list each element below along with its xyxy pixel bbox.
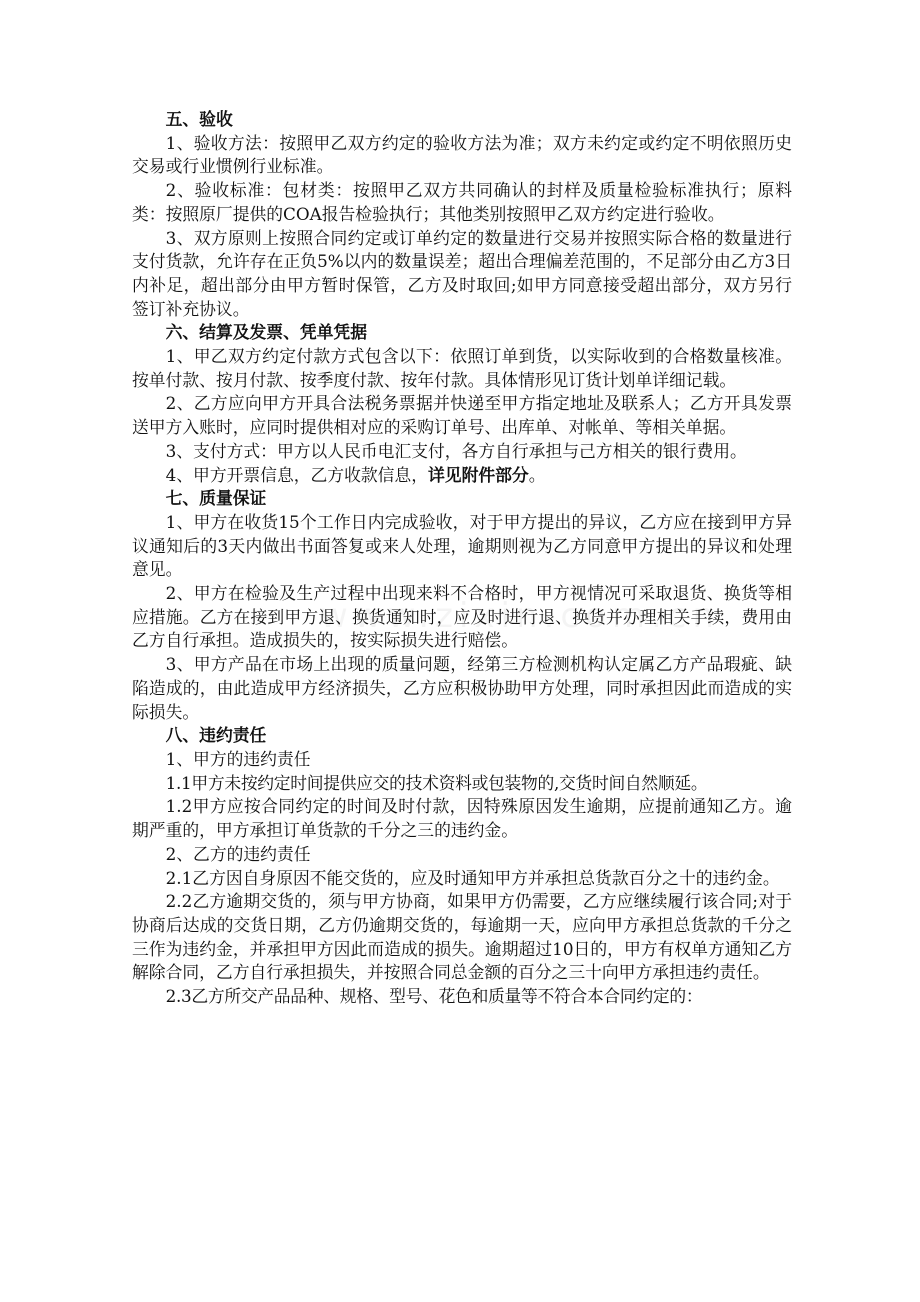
paragraph: 2、乙方应向甲方开具合法税务票据并快递至甲方指定地址及联系人；乙方开具发票送甲方入账时，应同时提供相对应的采购订单号、出库单、对帐单、等相关单据。 [132,393,792,438]
subsection-heading: 1、甲方的违约责任 [165,748,311,769]
clause: 2.1乙方因自身原因不能交货的，应及时通知甲方并承担总货款百分之十的违约金。 [165,867,780,888]
clause: 1.2甲方应按合同约定的时间及时付款，因特殊原因发生逾期，应提前通知乙方。逾期严重的，甲方承担订单货款的千分之三的违约金。 [132,796,792,841]
clause: 2.2乙方逾期交货的，须与甲方协商，如果甲方仍需要，乙方应继续履行该合同;对于协商后达成的交货日期，乙方仍逾期交货的，每逾期一天，应向甲方承担总货款的千分之三作为违约金，并承担甲方因此而造成的损失。逾期超过10日的，甲方有权单方通知乙方解除合同，乙方自行承担损失，并按照合同总金额的百分之三十向甲方承担违约责任。 [132,891,792,983]
paragraph-end: 。 [528,464,546,485]
paragraph: 1、验收方法：按照甲乙双方约定的验收方法为准；双方未约定或约定不明依照历史交易或行业惯例行业标准。 [132,132,792,177]
paragraph: 2、甲方在检验及生产过程中出现来料不合格时，甲方视情况可采取退货、换货等相应措施。乙方在接到甲方退、换货通知时，应及时进行退、换货并办理相关手续，费用由乙方自行承担。造成损失的，按实际损失进行赔偿。 [132,583,792,651]
paragraph: 3、双方原则上按照合同约定或订单约定的数量进行交易并按照实际合格的数量进行支付货款，允许存在正负5%以内的数量误差；超出合理偏差范围的，不足部分由乙方3日内补足，超出部分由甲方暂时保管，乙方及时取回;如甲方同意接受超出部分，双方另行签订补充协议。 [132,227,792,319]
paragraph: 3、甲方产品在市场上出现的质量问题，经第三方检测机构认定属乙方产品瑕疵、缺陷造成的，由此造成甲方经济损失，乙方应积极协助甲方处理，同时承担因此而造成的实际损失。 [132,654,792,722]
section-heading-breach: 八、违约责任 [165,725,267,746]
subsection-heading: 2、乙方的违约责任 [165,843,311,864]
section-heading-quality: 七、质量保证 [165,488,267,509]
contract-body [132,108,792,1009]
section-heading-acceptance: 五、验收 [165,109,233,129]
paragraph [132,464,792,488]
paragraph: 1、甲方在收货15个工作日内完成验收，对于甲方提出的异议，乙方应在接到甲方异议通知后的3天内做出书面答复或来人处理，逾期则视为乙方同意甲方提出的异议和处理意见。 [132,511,792,580]
clause: 1.1甲方未按约定时间提供应交的技术资料或包装物的,交货时间自然顺延。 [165,772,708,793]
appendix-reference: 详见附件部分 [428,464,529,485]
paragraph-lead: 4、甲方开票信息，乙方收款信息， [165,464,428,485]
paragraph: 3、支付方式：甲方以人民币电汇支付，各方自行承担与己方相关的银行费用。 [165,440,747,461]
paragraph: 2、验收标准：包材类：按照甲乙双方共同确认的封样及质量检验标准执行；原料类：按照原厂提供的COA报告检验执行；其他类别按照甲乙双方约定进行验收。 [132,180,792,224]
paragraph: 1、甲乙双方约定付款方式包含以下：依照订单到货，以实际收到的合格数量核准。按单付款、按月付款、按季度付款、按年付款。具体情形见订货计划单详细记载。 [132,346,792,390]
section-heading-settlement: 六、结算及发票、凭单凭据 [165,322,367,343]
clause: 2.3乙方所交产品品种、规格、型号、花色和质量等不符合本合同约定的： [165,986,703,1007]
